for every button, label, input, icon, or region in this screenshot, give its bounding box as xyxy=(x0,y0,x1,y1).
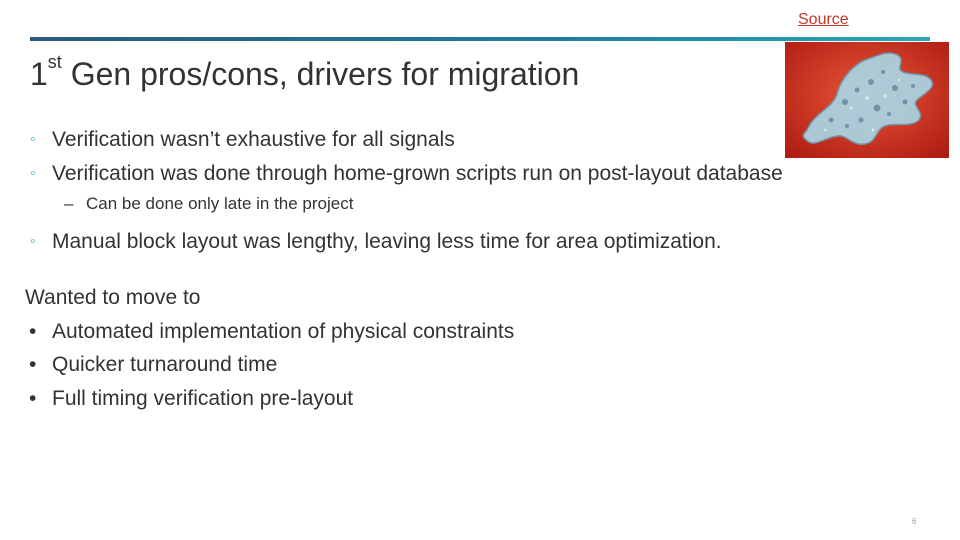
slide-title xyxy=(30,52,580,93)
bullet-marker: ◦ xyxy=(30,165,36,182)
bullet-list xyxy=(30,123,930,259)
bullet-text: Verification was done through home-grown scripts run on post-layout database xyxy=(52,162,783,185)
page-number: 6 xyxy=(912,517,917,526)
sub-bullet-marker: – xyxy=(64,194,74,213)
bullet-dot: • xyxy=(29,353,37,376)
wanted-item-text: Full timing verification pre-layout xyxy=(52,386,354,410)
bullet-item xyxy=(30,225,930,259)
title-rule xyxy=(30,37,930,41)
wanted-item xyxy=(25,348,514,382)
bullet-text: Manual block layout was lengthy, leaving less time for area optimization. xyxy=(52,230,722,253)
wanted-intro: Wanted to move to xyxy=(25,286,201,309)
title-superscript: st xyxy=(47,52,62,72)
sub-bullet-item xyxy=(30,191,930,217)
bullet-text: Verification wasn’t exhaustive for all signals xyxy=(52,128,455,151)
wanted-item xyxy=(25,315,514,349)
bullet-item xyxy=(30,157,930,191)
wanted-item-text: Automated implementation of physical constraints xyxy=(52,319,515,343)
bullet-marker: ◦ xyxy=(30,131,36,148)
title-prefix: 1 xyxy=(30,56,48,92)
bullet-item xyxy=(30,123,930,157)
bullet-marker: ◦ xyxy=(30,233,36,250)
bullet-dot: • xyxy=(29,386,37,410)
wanted-item-text: Quicker turnaround time xyxy=(52,353,278,376)
wanted-item xyxy=(25,382,514,416)
source-link[interactable]: Source xyxy=(798,11,849,28)
wanted-section xyxy=(25,281,514,415)
title-rest: Gen pros/cons, drivers for migration xyxy=(61,56,580,92)
sub-bullet-text: Can be done only late in the project xyxy=(86,194,354,213)
bullet-dot: • xyxy=(29,319,37,343)
